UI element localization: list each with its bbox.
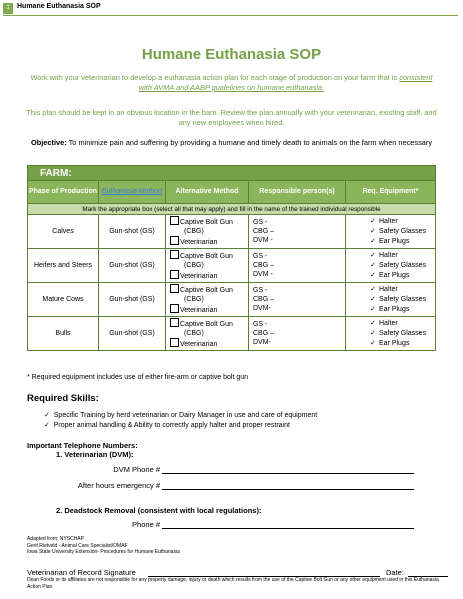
dvm-phone-label: DVM Phone # [113, 465, 160, 474]
euthanasia-plan-table [27, 165, 436, 351]
header-rule [3, 15, 458, 16]
vet-heading: 1. Veterinarian (DVM): [56, 450, 134, 459]
alternative-cell [166, 249, 249, 283]
method-cell: Gun-shot (GS) [99, 283, 166, 317]
table-row [28, 283, 436, 317]
alternative-cell [166, 215, 249, 249]
adapted-from [27, 536, 180, 556]
equipment-cell [346, 249, 436, 283]
adapted-line: Iowa State University Extension- Procedures for Humane Euthanasia [27, 549, 180, 555]
header-phase: Phase of Production [28, 181, 99, 204]
check-icon: ✓ [370, 217, 376, 225]
objective-text: To minimize pain and suffering by providing a humane and timely death to animals on the farm when necessary [68, 138, 433, 147]
dvm-phone-field[interactable] [162, 473, 414, 474]
phase-cell: Bulls [28, 317, 99, 351]
phase-cell: Heifers and Steers [28, 249, 99, 283]
equip-item: Ear Plugs [379, 237, 410, 245]
adapted-line: Gerit Rietveld - Animal Care Specialist/OMAF [27, 542, 128, 549]
responsible-cell[interactable] [249, 317, 346, 351]
responsible-gs: GS - [253, 287, 268, 294]
vet-checkbox[interactable] [170, 338, 179, 347]
responsible-cbg: CBG – [253, 228, 275, 235]
euthanasia-method-link[interactable]: Euthanasia Method [101, 188, 163, 195]
method-cell: Gun-shot (GS) [99, 249, 166, 283]
equip-item: Ear Plugs [379, 271, 410, 279]
phase-cell: Mature Cows [28, 283, 99, 317]
check-icon: ✓ [370, 319, 376, 327]
signature-label: Veterinarian of Record Signature [27, 568, 136, 577]
skills-heading: Required Skills: [27, 393, 99, 404]
alt-label: Captive Bolt Gun [180, 287, 233, 294]
alt-vet-label: Veterinarian [180, 307, 218, 314]
check-icon: ✓ [44, 412, 54, 419]
plan-location-note: This plan should be kept in an obvious location in the barn. Review the plan annually with your veterinarian, existing staff, and any new employees when hired. [26, 108, 437, 127]
vet-checkbox[interactable] [170, 236, 179, 245]
required-equipment-note: * Required equipment includes use of either fire-arm or captive bolt gun [27, 374, 249, 381]
skill-item [44, 421, 290, 429]
page-header [0, 0, 463, 18]
check-icon: ✓ [370, 261, 376, 269]
check-icon: ✓ [370, 305, 376, 313]
page-title: Humane Euthanasia SOP [141, 46, 322, 63]
deadstock-phone-label: Phone # [132, 520, 160, 529]
cbg-checkbox[interactable] [170, 250, 179, 259]
equip-item: Halter [379, 217, 398, 225]
responsible-cbg: CBG – [253, 296, 275, 303]
table-header-row [28, 181, 436, 204]
alt-label: Captive Bolt Gun [180, 321, 233, 328]
equip-item: Safety Glasses [379, 295, 427, 303]
skill-text: Proper animal handling & Ability to correctly apply halter and proper restraint [53, 422, 290, 429]
responsible-cbg: CBG – [253, 330, 275, 337]
equip-item: Ear Plugs [379, 339, 410, 347]
header-title: Humane Euthanasia SOP [17, 3, 101, 10]
alt-label-abbrev: (CBG) [184, 262, 204, 269]
equipment-cell [346, 215, 436, 249]
header-equipment: Req. Equipment* [346, 181, 436, 204]
equipment-cell [346, 317, 436, 351]
alt-vet-label: Veterinarian [180, 239, 218, 246]
equipment-cell [346, 283, 436, 317]
method-cell: Gun-shot (GS) [99, 317, 166, 351]
equip-item: Safety Glasses [379, 227, 427, 235]
header-responsible: Responsible person(s) [249, 181, 346, 204]
responsible-gs: GS - [253, 253, 268, 260]
alt-label-abbrev: (CBG) [184, 296, 204, 303]
objective-label: Objective: [30, 138, 67, 147]
deadstock-heading: 2. Deadstock Removal (consistent with local regulations): [56, 506, 262, 515]
page-number: 1 [3, 3, 13, 14]
header-alternative: Alternative Method [166, 181, 249, 204]
check-icon: ✓ [370, 227, 376, 235]
equip-item: Ear Plugs [379, 305, 410, 313]
equip-item: Safety Glasses [379, 261, 427, 269]
responsible-gs: GS - [253, 321, 268, 328]
alternative-cell [166, 317, 249, 351]
deadstock-phone-field[interactable] [162, 528, 414, 529]
instruction-row: Mark the appropriate box (select all that may apply) and fill in the name of the trained individual responsible [28, 204, 436, 215]
responsible-cbg: CBG – [253, 262, 275, 269]
table-row [28, 215, 436, 249]
alt-vet-label: Veterinarian [180, 341, 218, 348]
intro-paragraph [26, 73, 437, 93]
responsible-cell[interactable] [249, 215, 346, 249]
alt-label-abbrev: (CBG) [184, 330, 204, 337]
responsible-gs: GS - [253, 219, 268, 226]
table-row [28, 317, 436, 351]
alt-label: Captive Bolt Gun [180, 253, 233, 260]
skill-item [44, 411, 317, 419]
check-icon: ✓ [370, 339, 376, 347]
responsible-dvm: DVM- [253, 339, 271, 346]
check-icon: ✓ [370, 295, 376, 303]
disclaimer: Dean Foods or its affiliates are not responsible for any property damage, injury or death which results from the use of the Captive Bolt Gun or any other equipment used in this Euthanasia Action Plan. [27, 577, 439, 590]
responsible-dvm: DVM- [253, 305, 271, 312]
equip-item: Halter [379, 285, 398, 293]
cbg-checkbox[interactable] [170, 284, 179, 293]
intro-text: Work with your veterinarian to develop a euthanasia action plan for each stage of production on your farm that is [30, 73, 398, 82]
responsible-dvm: DVM - [253, 237, 273, 244]
table-row [28, 249, 436, 283]
check-icon: ✓ [370, 329, 376, 337]
equip-item: Safety Glasses [379, 329, 427, 337]
equip-item: Halter [379, 251, 398, 259]
cbg-checkbox[interactable] [170, 216, 179, 225]
responsible-cell[interactable] [249, 283, 346, 317]
check-icon: ✓ [370, 271, 376, 279]
method-cell: Gun-shot (GS) [99, 215, 166, 249]
alt-label-abbrev: (CBG) [184, 228, 204, 235]
responsible-cell[interactable] [249, 249, 346, 283]
alt-vet-label: Veterinarian [180, 273, 218, 280]
responsible-dvm: DVM - [253, 271, 273, 278]
skill-text: Specific Training by herd veterinarian or Dairy Manager in use and care of equipment [53, 412, 318, 419]
objective [26, 138, 437, 148]
phase-cell: Calves [28, 215, 99, 249]
check-icon: ✓ [370, 285, 376, 293]
check-icon: ✓ [44, 422, 54, 429]
after-hours-label: After hours emergency # [77, 481, 160, 490]
adapted-line: Adapted from: NYSCHAP [27, 536, 84, 542]
equip-item: Halter [379, 319, 398, 327]
cbg-checkbox[interactable] [170, 318, 179, 327]
check-icon: ✓ [370, 237, 376, 245]
date-label: Date: [386, 568, 404, 577]
header-euthanasia-method[interactable] [99, 181, 166, 204]
alternative-cell [166, 283, 249, 317]
phones-heading: Important Telephone Numbers: [27, 441, 138, 450]
intro-emphasis: consistent with AVMA and AABP guidelines on humane euthanasia. [138, 73, 433, 92]
vet-checkbox[interactable] [170, 270, 179, 279]
check-icon: ✓ [370, 251, 376, 259]
farm-section-header: FARM: [28, 166, 436, 181]
after-hours-field[interactable] [162, 489, 414, 490]
vet-checkbox[interactable] [170, 304, 179, 313]
alt-label: Captive Bolt Gun [180, 219, 233, 226]
